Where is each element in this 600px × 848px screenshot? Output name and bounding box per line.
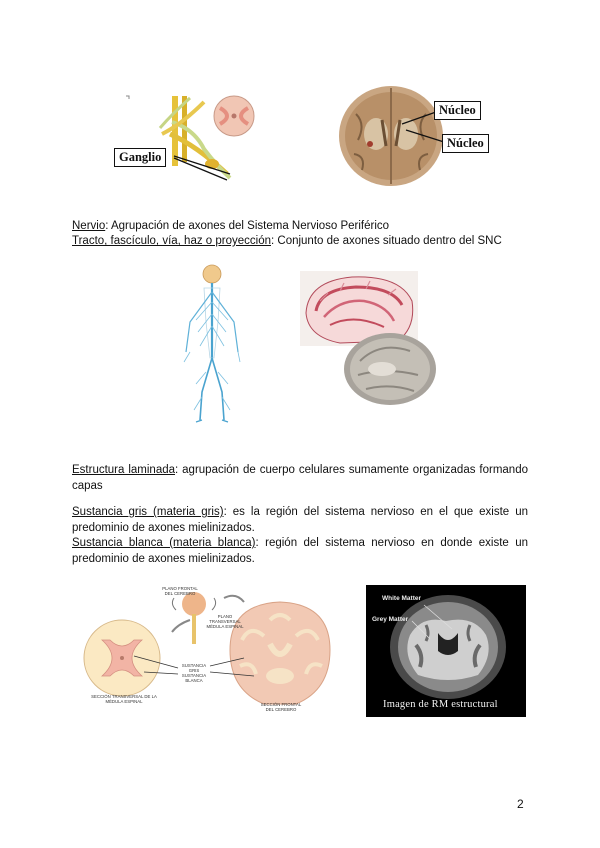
definition-sustancia-gris — [72, 505, 528, 536]
label-seccion-frontal: SECCIÓN FRONTAL DEL CEREBRO — [260, 702, 302, 712]
definition-tracto — [72, 234, 528, 250]
label-sustancia-blanca: SUSTANCIA BLANCA — [181, 673, 207, 683]
brain-section-figure — [336, 84, 446, 189]
mri-image — [366, 585, 526, 717]
ganglio-label: Ganglio — [114, 148, 166, 167]
definition-laminada — [72, 463, 528, 494]
term-tracto: Tracto, fascículo, vía, haz o proyección — [72, 235, 271, 247]
definition-sustancia-blanca — [72, 536, 528, 567]
term-nervio: Nervio — [72, 220, 106, 232]
page-number: 2 — [517, 797, 524, 811]
definition-nervio-text: : Agrupación de axones del Sistema Nervioso Periférico — [105, 220, 390, 232]
term-sustancia-gris: Sustancia gris (materia gris) — [72, 506, 224, 518]
definition-sustancia-blanca-text: : región del sistema nervioso en donde existe un predominio de axones mielinizados. — [72, 537, 528, 565]
label-sustancia-gris: SUSTANCIA GRIS — [181, 663, 207, 673]
definition-laminada-text: : agrupación de cuerpo celulares sumamente organizadas formando capas — [72, 464, 528, 492]
nucleo-label-2: Núcleo — [442, 134, 489, 153]
mri-label-white-matter: White Matter — [382, 595, 421, 602]
mri-caption: Imagen de RM estructural — [383, 699, 498, 710]
label-plano-transversal: PLANO TRANSVERSAL MÉDULA ESPINAL — [206, 614, 244, 629]
peripheral-nervous-system-figure — [182, 262, 242, 424]
definition-tracto-text: : Conjunto de axones situado dentro del SNC — [271, 235, 502, 247]
definition-sustancia-gris-text: : es la región del sistema nervioso en el que existe un predominio de axones mielinizados. — [72, 506, 528, 534]
term-sustancia-blanca: Sustancia blanca (materia blanca) — [72, 537, 256, 549]
nucleo-label-1: Núcleo — [434, 101, 481, 120]
label-plano-frontal: PLANO FRONTAL DEL CEREBRO — [162, 586, 198, 596]
mri-label-grey-matter: Grey Matter — [372, 616, 409, 623]
term-laminada: Estructura laminada — [72, 464, 176, 476]
label-seccion-transversal: SECCIÓN TRANSVERSAL DE LA MÉDULA ESPINAL — [91, 694, 157, 704]
spinal-ganglion-figure — [112, 94, 262, 184]
brain-tracts-figure — [300, 271, 436, 411]
definition-nervio — [72, 219, 528, 235]
